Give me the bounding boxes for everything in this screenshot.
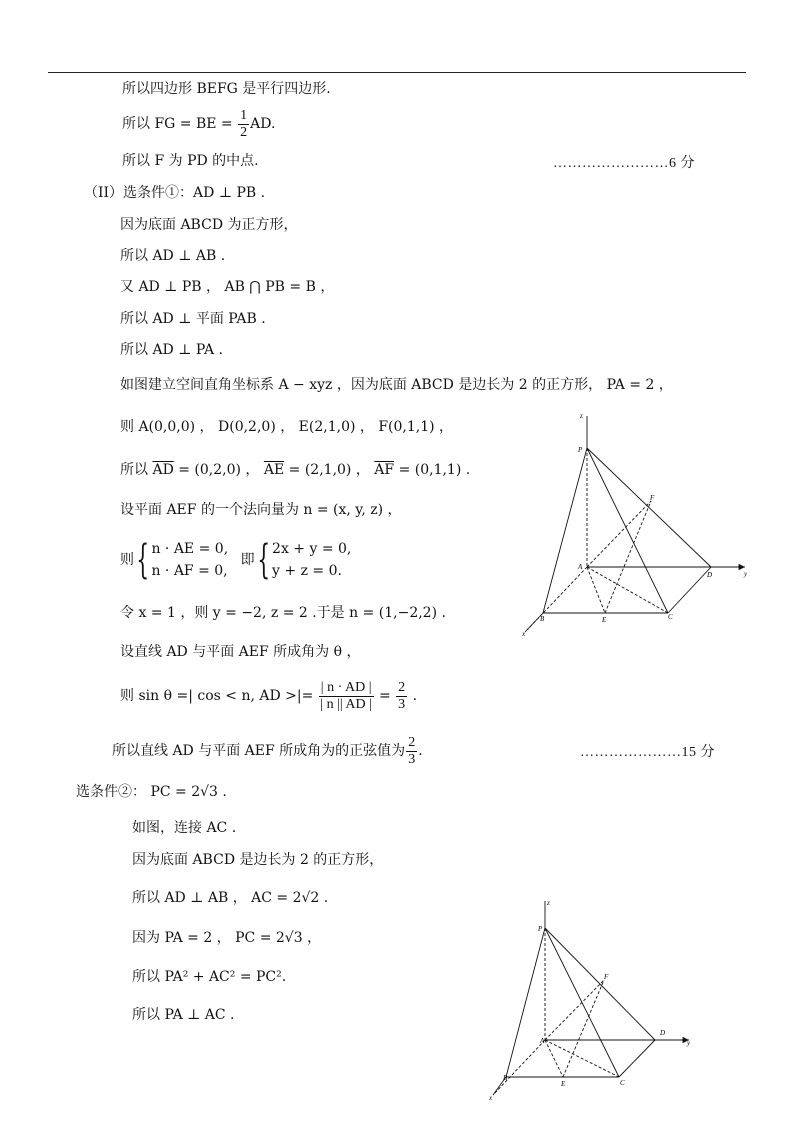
label-z: z <box>580 412 583 420</box>
score-mark: …………………15 分 <box>580 745 715 760</box>
label-x: x <box>489 1094 493 1102</box>
text-line: 则 A(0,0,0) ， D(0,2,0) ， E(2,1,0) ， F(0,1,1) ， <box>120 419 454 435</box>
header-rule <box>48 72 746 73</box>
text-line: 所以 PA² + AC² = PC². <box>132 969 287 985</box>
label-A: A <box>540 1037 545 1045</box>
label-E: E <box>561 1080 566 1088</box>
equation-system: 则{ n · AE = 0, n · AF = 0, 即{ 2x + y = 0, y + z = 0. <box>120 537 352 583</box>
label-A: A <box>578 563 583 571</box>
text-line: 设直线 AD 与平面 AEF 所成角为 θ ， <box>120 644 361 660</box>
text-line: 所以 AD ⊥ AB ， AC = 2√2 . <box>132 890 329 906</box>
part-heading: 选条件②： PC = 2√3 . <box>76 784 227 800</box>
label-y: y <box>687 1039 691 1047</box>
label-P: P <box>578 446 583 454</box>
text-line: 所以四边形 BEFG 是平行四边形. <box>122 81 331 97</box>
text-line: 所以 F 为 PD 的中点. <box>122 153 259 169</box>
label-P: P <box>538 925 543 933</box>
text-line-conclusion: 所以直线 AD 与平面 AEF 所成角为的正弦值为 $\frac{2}{3}$ . <box>112 734 423 767</box>
text-line: 又 AD ⊥ PB ， AB ⋂ PB = B ， <box>120 279 335 295</box>
label-F: F <box>604 973 609 981</box>
score-mark: ……………………6 分 <box>553 156 695 171</box>
text-line-sine: 则 sin θ =| cos < n, AD >|= $\frac{| n \cdot AD |}{| n || AD |}$ = $\frac{2}{3}$ . <box>120 679 418 712</box>
text-line: 设平面 AEF 的一个法向量为 n = (x, y, z) ， <box>120 502 402 518</box>
text-line: 因为 PA = 2 ， PC = 2√3 ， <box>132 930 322 946</box>
label-E: E <box>602 616 607 624</box>
label-B: B <box>503 1074 508 1082</box>
label-D: D <box>660 1029 666 1037</box>
label-z: z <box>547 899 550 907</box>
label-F: F <box>650 494 655 502</box>
text-line: 因为底面 ABCD 为正方形， <box>120 217 298 233</box>
pyramid-figure-1 <box>515 408 755 640</box>
part-heading: （II）选条件①：AD ⊥ PB . <box>84 185 266 201</box>
label-C: C <box>620 1079 625 1087</box>
text-line: 如图，连接 AC . <box>132 820 237 836</box>
text-line: 如图建立空间直角坐标系 A − xyz ，因为底面 ABCD 是边长为 2 的正方形， PA = 2 ， <box>120 377 673 393</box>
label-y: y <box>744 570 748 578</box>
label-C: C <box>668 613 673 621</box>
text-line: 所以 AD ⊥ AB . <box>120 248 226 264</box>
pyramid-figure-2 <box>485 895 700 1105</box>
text-line-vectors: 所以 $\overline{AD} = (0,2,0)$ ， $\overline{AE} = (2,1,0)$ ， $\overline{AF} = (0,1,1)$ . <box>120 462 471 478</box>
fraction: $\frac{1}{2}$ <box>240 107 248 140</box>
text-line: 令 x = 1 ，则 y = −2, z = 2 .于是 n = (1,−2,2) . <box>120 605 446 621</box>
text-line: 所以 AD ⊥ 平面 PAB . <box>120 311 266 327</box>
text-line: 所以 AD ⊥ PA . <box>120 342 223 358</box>
text-line: 所以 PA ⊥ AC . <box>132 1007 235 1023</box>
label-D: D <box>707 571 713 579</box>
text-line-fraction: 所以 FG = BE = $\frac{1}{2}$ AD. <box>122 107 276 140</box>
label-B: B <box>540 615 545 623</box>
label-x: x <box>522 630 526 638</box>
text-line: 因为底面 ABCD 是边长为 2 的正方形， <box>132 852 384 868</box>
